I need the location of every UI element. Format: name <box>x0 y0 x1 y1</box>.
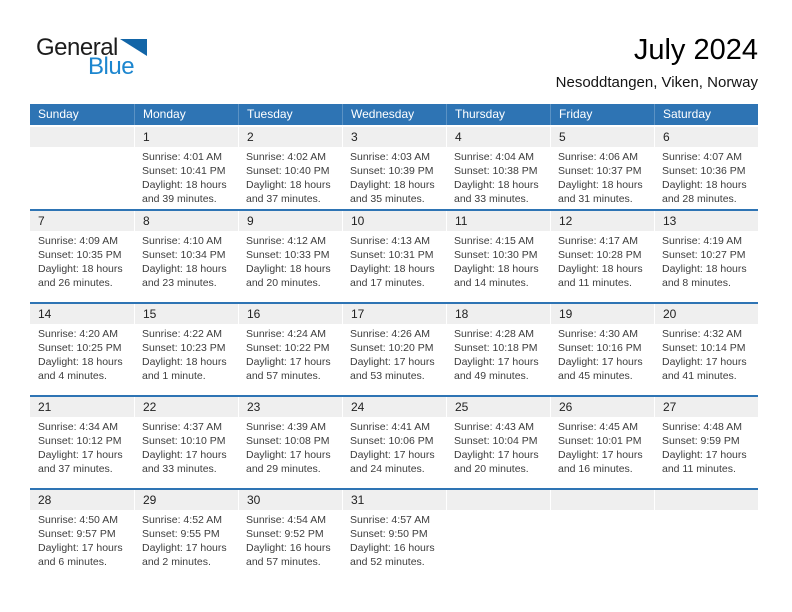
daylight-text: Daylight: 17 hours and 33 minutes. <box>142 449 227 475</box>
day-cell <box>134 417 238 476</box>
week-row <box>30 209 758 302</box>
day-cell <box>342 231 446 290</box>
day-number: 3 <box>342 127 446 147</box>
sunrise-text: Sunrise: 4:15 AM <box>454 235 534 247</box>
day-cell <box>134 510 238 569</box>
day-cell <box>134 147 238 206</box>
sunset-text: Sunset: 10:40 PM <box>246 165 330 177</box>
day-number: 23 <box>238 397 342 417</box>
weekday-header-row <box>30 104 758 125</box>
daylight-text: Daylight: 17 hours and 29 minutes. <box>246 449 331 475</box>
sunrise-text: Sunrise: 4:28 AM <box>454 328 534 340</box>
daylight-text: Daylight: 17 hours and 45 minutes. <box>558 356 643 382</box>
week-details-row <box>30 417 758 476</box>
sunset-text: Sunset: 10:08 PM <box>246 435 330 447</box>
week-details-row <box>30 510 758 569</box>
daylight-text: Daylight: 18 hours and 1 minute. <box>142 356 227 382</box>
day-number: 17 <box>342 304 446 324</box>
day-number: 2 <box>238 127 342 147</box>
sunset-text: Sunset: 10:28 PM <box>558 249 642 261</box>
sunrise-text: Sunrise: 4:54 AM <box>246 514 326 526</box>
sunset-text: Sunset: 10:22 PM <box>246 342 330 354</box>
daylight-text: Daylight: 18 hours and 26 minutes. <box>38 263 123 289</box>
sunrise-text: Sunrise: 4:24 AM <box>246 328 326 340</box>
day-number-strip <box>30 211 758 231</box>
sunrise-text: Sunrise: 4:26 AM <box>350 328 430 340</box>
daylight-text: Daylight: 18 hours and 35 minutes. <box>350 179 435 205</box>
sunset-text: Sunset: 10:35 PM <box>38 249 122 261</box>
sunset-text: Sunset: 10:23 PM <box>142 342 226 354</box>
logo-text-blue: Blue <box>88 53 135 80</box>
day-number: 30 <box>238 490 342 510</box>
sunrise-text: Sunrise: 4:02 AM <box>246 151 326 163</box>
day-cell <box>30 417 134 476</box>
daylight-text: Daylight: 18 hours and 33 minutes. <box>454 179 539 205</box>
sunrise-text: Sunrise: 4:48 AM <box>662 421 742 433</box>
day-number: 5 <box>550 127 654 147</box>
week-row <box>30 488 758 581</box>
day-cell <box>654 324 758 383</box>
day-cell <box>550 417 654 476</box>
day-number: 16 <box>238 304 342 324</box>
day-cell <box>238 147 342 206</box>
sunset-text: Sunset: 10:33 PM <box>246 249 330 261</box>
day-cell <box>342 417 446 476</box>
day-cell <box>550 231 654 290</box>
weekday-header-sunday: Sunday <box>38 107 79 121</box>
sunset-text: Sunset: 10:27 PM <box>662 249 746 261</box>
daylight-text: Daylight: 17 hours and 37 minutes. <box>38 449 123 475</box>
sunset-text: Sunset: 10:38 PM <box>454 165 538 177</box>
day-number: 12 <box>550 211 654 231</box>
day-cell <box>134 231 238 290</box>
day-number: 24 <box>342 397 446 417</box>
week-row <box>30 395 758 488</box>
empty-day-number <box>30 127 134 147</box>
day-number-strip <box>30 127 758 147</box>
day-number: 6 <box>654 127 758 147</box>
sunset-text: Sunset: 10:04 PM <box>454 435 538 447</box>
day-number: 1 <box>134 127 238 147</box>
day-number: 20 <box>654 304 758 324</box>
sunrise-text: Sunrise: 4:07 AM <box>662 151 742 163</box>
day-number: 25 <box>446 397 550 417</box>
day-cell <box>446 231 550 290</box>
daylight-text: Daylight: 17 hours and 6 minutes. <box>38 542 123 568</box>
general-blue-logo <box>36 36 147 79</box>
empty-day-number <box>654 490 758 510</box>
sunrise-text: Sunrise: 4:10 AM <box>142 235 222 247</box>
sunset-text: Sunset: 10:20 PM <box>350 342 434 354</box>
sunrise-text: Sunrise: 4:37 AM <box>142 421 222 433</box>
sunset-text: Sunset: 10:39 PM <box>350 165 434 177</box>
daylight-text: Daylight: 16 hours and 52 minutes. <box>350 542 435 568</box>
day-cell <box>30 510 134 569</box>
empty-day-number <box>446 490 550 510</box>
sunset-text: Sunset: 9:57 PM <box>38 528 116 540</box>
day-cell <box>134 324 238 383</box>
sunrise-text: Sunrise: 4:20 AM <box>38 328 118 340</box>
sunset-text: Sunset: 9:52 PM <box>246 528 324 540</box>
sunset-text: Sunset: 10:36 PM <box>662 165 746 177</box>
day-cell <box>654 231 758 290</box>
sunset-text: Sunset: 10:10 PM <box>142 435 226 447</box>
sunset-text: Sunset: 10:34 PM <box>142 249 226 261</box>
daylight-text: Daylight: 17 hours and 16 minutes. <box>558 449 643 475</box>
sunrise-text: Sunrise: 4:45 AM <box>558 421 638 433</box>
weekday-header-monday: Monday <box>134 104 238 125</box>
week-details-row <box>30 147 758 206</box>
sunrise-text: Sunrise: 4:19 AM <box>662 235 742 247</box>
weekday-header-tuesday: Tuesday <box>238 104 342 125</box>
day-number: 21 <box>38 400 52 414</box>
day-cell <box>550 324 654 383</box>
day-cell <box>342 147 446 206</box>
day-number: 29 <box>134 490 238 510</box>
sunset-text: Sunset: 10:16 PM <box>558 342 642 354</box>
day-number-strip <box>30 304 758 324</box>
day-number: 9 <box>238 211 342 231</box>
sunset-text: Sunset: 10:41 PM <box>142 165 226 177</box>
day-cell <box>446 324 550 383</box>
page-title: July 2024 <box>633 34 758 66</box>
sunrise-text: Sunrise: 4:43 AM <box>454 421 534 433</box>
sunrise-text: Sunrise: 4:13 AM <box>350 235 430 247</box>
sunrise-text: Sunrise: 4:09 AM <box>38 235 118 247</box>
day-number: 13 <box>654 211 758 231</box>
day-number: 27 <box>654 397 758 417</box>
sunrise-text: Sunrise: 4:22 AM <box>142 328 222 340</box>
day-cell <box>342 510 446 569</box>
day-cell <box>446 147 550 206</box>
daylight-text: Daylight: 18 hours and 31 minutes. <box>558 179 643 205</box>
day-number-strip <box>30 490 758 510</box>
daylight-text: Daylight: 17 hours and 41 minutes. <box>662 356 747 382</box>
day-number: 31 <box>342 490 446 510</box>
location-subtitle: Nesoddtangen, Viken, Norway <box>555 74 758 92</box>
daylight-text: Daylight: 18 hours and 14 minutes. <box>454 263 539 289</box>
daylight-text: Daylight: 18 hours and 8 minutes. <box>662 263 747 289</box>
sunrise-text: Sunrise: 4:41 AM <box>350 421 430 433</box>
day-number: 15 <box>134 304 238 324</box>
week-row <box>30 302 758 395</box>
sunset-text: Sunset: 10:31 PM <box>350 249 434 261</box>
sunrise-text: Sunrise: 4:06 AM <box>558 151 638 163</box>
day-cell <box>238 231 342 290</box>
day-cell <box>30 324 134 383</box>
week-details-row <box>30 324 758 383</box>
sunset-text: Sunset: 9:50 PM <box>350 528 428 540</box>
sunset-text: Sunset: 10:12 PM <box>38 435 122 447</box>
daylight-text: Daylight: 18 hours and 20 minutes. <box>246 263 331 289</box>
empty-day-cell <box>654 510 758 569</box>
logo-text-general: General <box>36 34 118 61</box>
day-cell <box>654 417 758 476</box>
day-cell <box>342 324 446 383</box>
daylight-text: Daylight: 17 hours and 2 minutes. <box>142 542 227 568</box>
sunset-text: Sunset: 10:14 PM <box>662 342 746 354</box>
sunrise-text: Sunrise: 4:50 AM <box>38 514 118 526</box>
calendar-table <box>30 104 758 581</box>
sunrise-text: Sunrise: 4:52 AM <box>142 514 222 526</box>
daylight-text: Daylight: 18 hours and 28 minutes. <box>662 179 747 205</box>
empty-day-number <box>550 490 654 510</box>
sunrise-text: Sunrise: 4:32 AM <box>662 328 742 340</box>
sunset-text: Sunset: 10:30 PM <box>454 249 538 261</box>
day-number: 18 <box>446 304 550 324</box>
sunset-text: Sunset: 9:59 PM <box>662 435 740 447</box>
day-cell <box>654 147 758 206</box>
sunrise-text: Sunrise: 4:01 AM <box>142 151 222 163</box>
day-cell <box>238 417 342 476</box>
daylight-text: Daylight: 18 hours and 37 minutes. <box>246 179 331 205</box>
daylight-text: Daylight: 17 hours and 53 minutes. <box>350 356 435 382</box>
sunrise-text: Sunrise: 4:17 AM <box>558 235 638 247</box>
weekday-header-wednesday: Wednesday <box>342 104 446 125</box>
day-cell <box>238 324 342 383</box>
daylight-text: Daylight: 17 hours and 24 minutes. <box>350 449 435 475</box>
sunset-text: Sunset: 10:01 PM <box>558 435 642 447</box>
sunrise-text: Sunrise: 4:30 AM <box>558 328 638 340</box>
sunrise-text: Sunrise: 4:12 AM <box>246 235 326 247</box>
daylight-text: Daylight: 18 hours and 4 minutes. <box>38 356 123 382</box>
daylight-text: Daylight: 17 hours and 20 minutes. <box>454 449 539 475</box>
empty-day-cell <box>550 510 654 569</box>
empty-day-cell <box>30 147 134 206</box>
empty-day-cell <box>446 510 550 569</box>
sunset-text: Sunset: 9:55 PM <box>142 528 220 540</box>
daylight-text: Daylight: 18 hours and 11 minutes. <box>558 263 643 289</box>
calendar-body <box>30 127 758 581</box>
sunrise-text: Sunrise: 4:34 AM <box>38 421 118 433</box>
day-number: 11 <box>446 211 550 231</box>
day-number: 7 <box>38 214 45 228</box>
day-cell <box>446 417 550 476</box>
sunrise-text: Sunrise: 4:03 AM <box>350 151 430 163</box>
sunset-text: Sunset: 10:18 PM <box>454 342 538 354</box>
day-number: 8 <box>134 211 238 231</box>
day-number: 10 <box>342 211 446 231</box>
daylight-text: Daylight: 18 hours and 39 minutes. <box>142 179 227 205</box>
daylight-text: Daylight: 18 hours and 17 minutes. <box>350 263 435 289</box>
week-details-row <box>30 231 758 290</box>
daylight-text: Daylight: 16 hours and 57 minutes. <box>246 542 331 568</box>
day-number: 14 <box>38 307 52 321</box>
sunrise-text: Sunrise: 4:04 AM <box>454 151 534 163</box>
weekday-header-thursday: Thursday <box>446 104 550 125</box>
day-cell <box>550 147 654 206</box>
day-number: 22 <box>134 397 238 417</box>
daylight-text: Daylight: 17 hours and 49 minutes. <box>454 356 539 382</box>
sunset-text: Sunset: 10:25 PM <box>38 342 122 354</box>
daylight-text: Daylight: 18 hours and 23 minutes. <box>142 263 227 289</box>
sunset-text: Sunset: 10:37 PM <box>558 165 642 177</box>
daylight-text: Daylight: 17 hours and 11 minutes. <box>662 449 747 475</box>
day-cell <box>30 231 134 290</box>
sunrise-text: Sunrise: 4:39 AM <box>246 421 326 433</box>
day-number-strip <box>30 397 758 417</box>
day-cell <box>238 510 342 569</box>
weekday-header-saturday: Saturday <box>654 104 758 125</box>
daylight-text: Daylight: 17 hours and 57 minutes. <box>246 356 331 382</box>
day-number: 4 <box>446 127 550 147</box>
week-row <box>30 127 758 209</box>
sunrise-text: Sunrise: 4:57 AM <box>350 514 430 526</box>
day-number: 26 <box>550 397 654 417</box>
weekday-header-friday: Friday <box>550 104 654 125</box>
page-header <box>30 0 758 104</box>
day-number: 19 <box>550 304 654 324</box>
sunset-text: Sunset: 10:06 PM <box>350 435 434 447</box>
day-number: 28 <box>38 493 52 507</box>
